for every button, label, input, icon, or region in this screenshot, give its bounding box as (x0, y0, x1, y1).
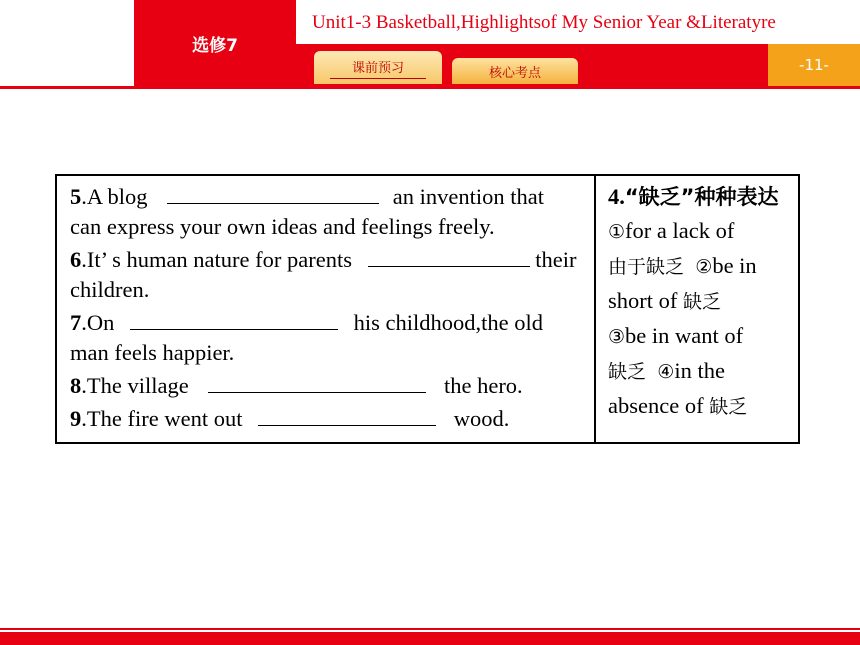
page-title: Unit1-3 Basketball,Highlightsof My Senior Year &Literatyre (312, 12, 776, 33)
exercise-item-9 (70, 404, 580, 434)
exercise-item-6 (70, 245, 580, 305)
exercise-text-after: the hero. (443, 373, 523, 398)
note-english: for a lack of (625, 218, 735, 243)
exercise-text-before: .The village (81, 373, 189, 398)
note-marker: ② (695, 256, 713, 278)
exercise-item-8 (70, 371, 580, 401)
note-heading-number: 4. (608, 184, 625, 209)
exercise-text-before: .A blog (81, 184, 148, 209)
exercise-text-before: .On (81, 310, 115, 335)
page-number: -11- (768, 44, 860, 86)
exercise-text-after: his childhood,the old man feels happier. (70, 310, 543, 365)
exercise-text-after: their children. (70, 247, 577, 302)
note-line-1-cn (608, 249, 793, 319)
note-heading (608, 180, 793, 214)
note-line-3 (608, 319, 793, 354)
note-english: in the absence of (608, 358, 725, 418)
answer-blank[interactable] (258, 407, 436, 426)
footer-line (0, 628, 860, 630)
note-heading-text: “缺乏”种种表达 (624, 185, 779, 209)
badge-label: 选修7 (192, 35, 238, 56)
exercise-number: 9 (70, 406, 82, 431)
exercise-text-after: wood. (453, 406, 510, 431)
exercise-text-before: .The fire went out (81, 406, 243, 431)
footer-bar (0, 632, 860, 645)
exercise-list (70, 182, 580, 434)
exercise-number: 6 (70, 247, 82, 272)
exercise-text-before: .It’ s human nature for parents (81, 247, 352, 272)
column-divider (594, 176, 596, 442)
note-line-3-cn (608, 354, 793, 424)
exercise-item-7 (70, 308, 580, 368)
tab-key-points-label: 核心考点 (488, 65, 541, 81)
exercise-number: 8 (70, 373, 82, 398)
note-chinese: 缺乏 (709, 396, 748, 418)
note-line-1 (608, 214, 793, 249)
note-english: be in short of (608, 253, 757, 313)
note-chinese: 缺乏 (608, 361, 647, 383)
answer-blank[interactable] (167, 185, 379, 204)
answer-blank[interactable] (208, 374, 426, 393)
note-chinese: 由于缺乏 (608, 256, 685, 278)
tab-preview-label: 课前预习 (330, 57, 426, 79)
exercise-box (55, 174, 800, 444)
tab-preview[interactable] (314, 51, 442, 84)
book-badge (134, 0, 296, 86)
note-english: be in want of (625, 323, 744, 348)
vocab-note (608, 180, 793, 424)
note-chinese: 缺乏 (683, 291, 722, 313)
note-marker: ① (608, 221, 626, 243)
header-divider (0, 86, 860, 89)
exercise-number: 7 (70, 310, 82, 335)
note-marker: ④ (657, 361, 675, 383)
exercise-item-5 (70, 182, 580, 242)
tab-key-points[interactable] (452, 58, 578, 84)
answer-blank[interactable] (130, 311, 338, 330)
answer-blank[interactable] (368, 248, 530, 267)
exercise-text-after: an invention that can express your own ideas and feelings freely. (70, 184, 544, 239)
exercise-number: 5 (70, 184, 82, 209)
note-marker: ③ (608, 326, 626, 348)
